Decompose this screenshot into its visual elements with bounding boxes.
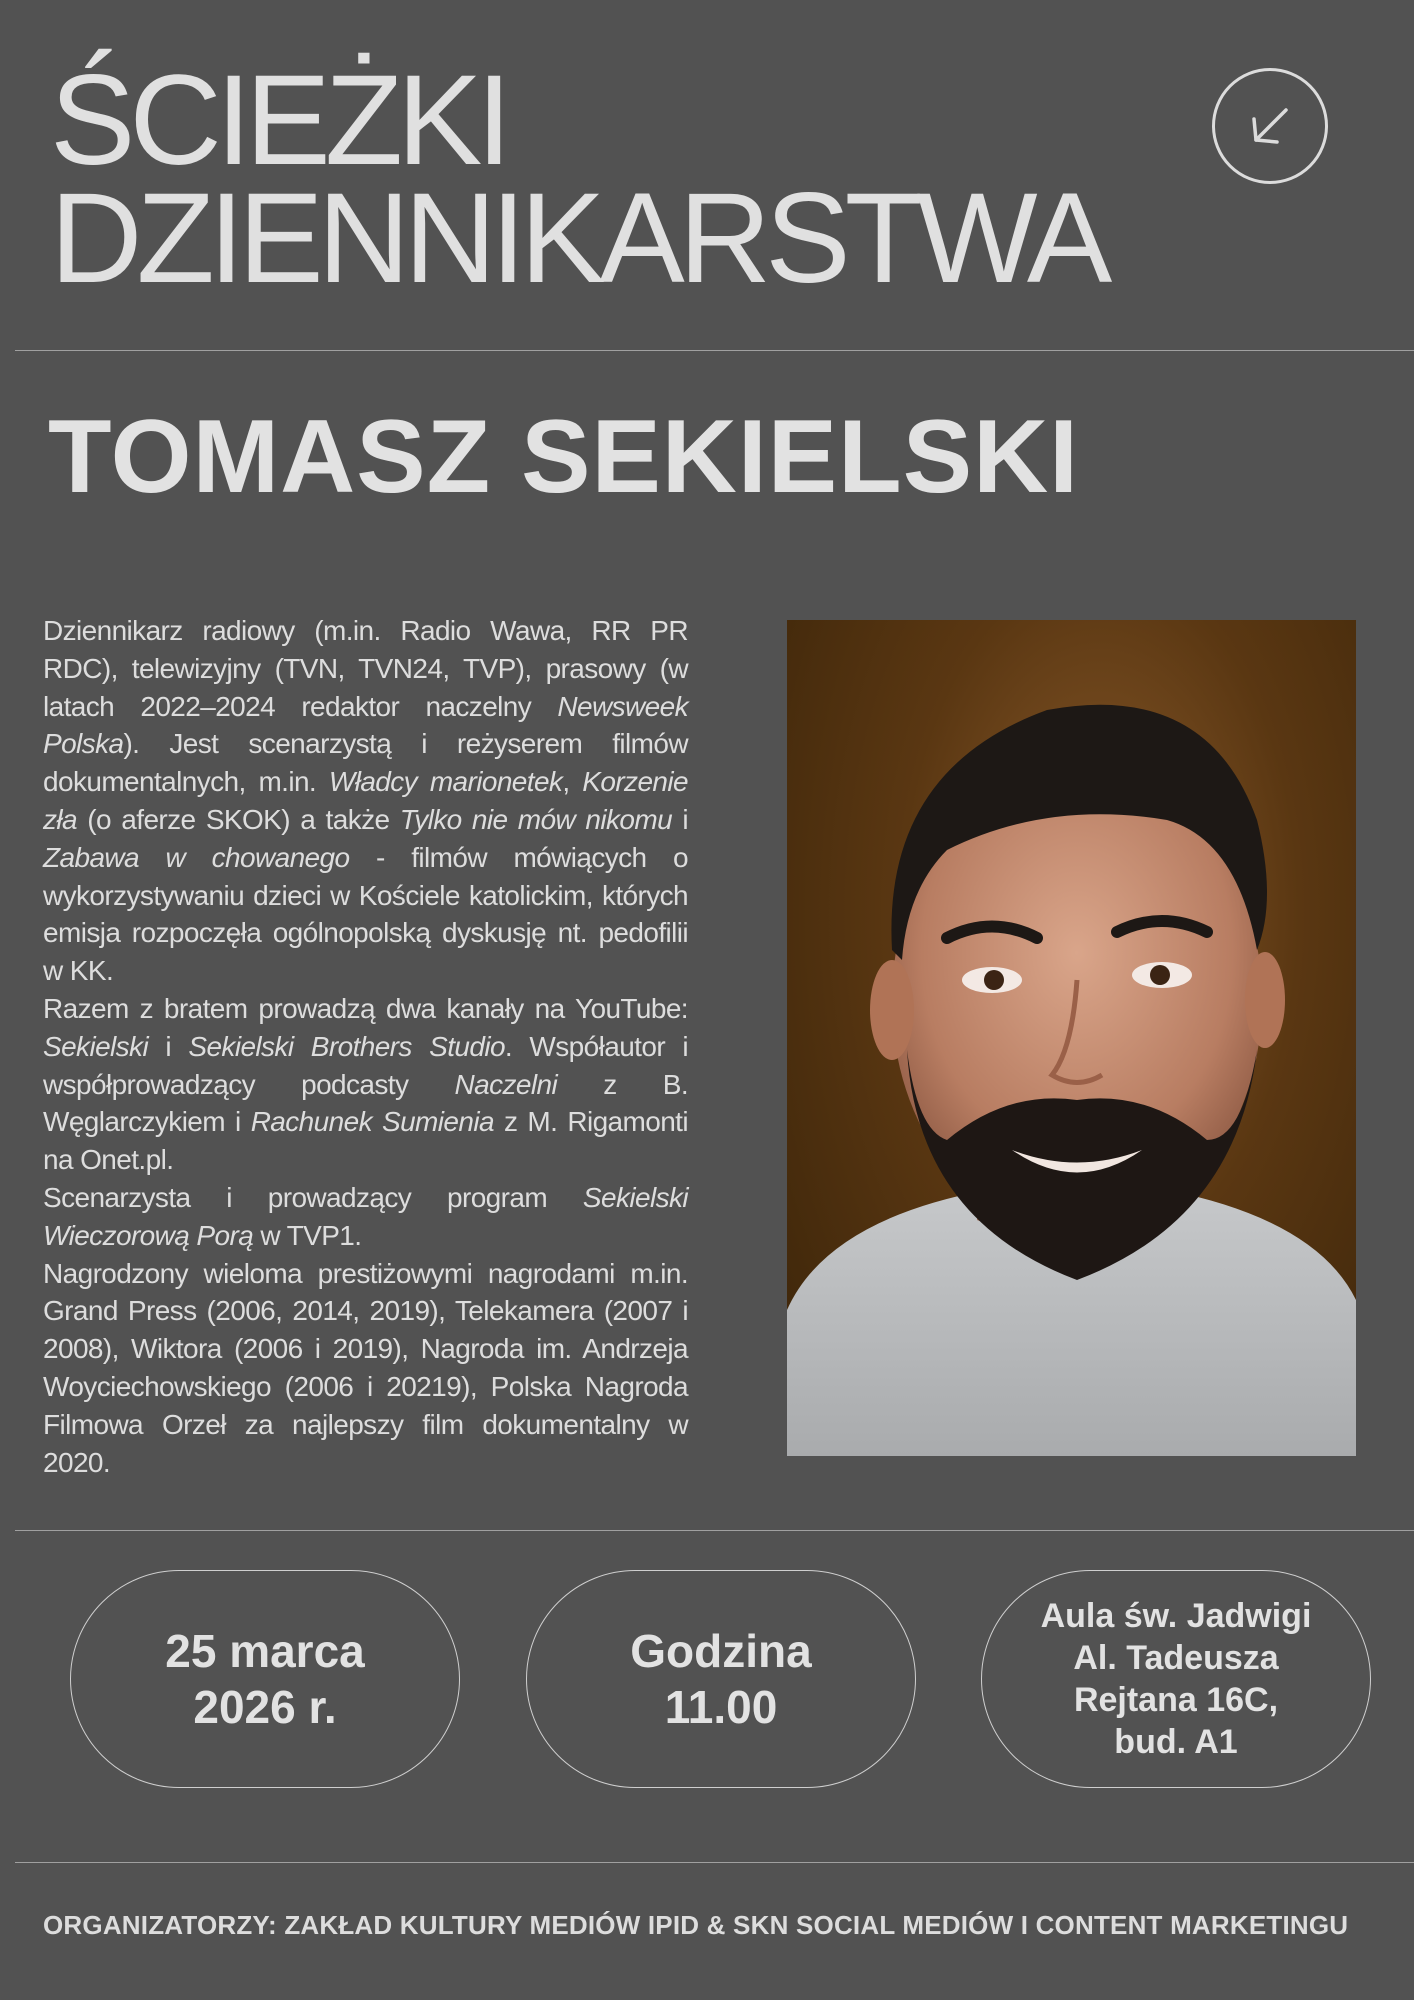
bio-paragraph	[43, 1255, 688, 1482]
bio-paragraph	[43, 612, 688, 990]
bio-title-italic: Korzenie zła	[43, 766, 688, 835]
speaker-bio	[43, 612, 688, 1481]
divider-top	[15, 350, 1414, 351]
location-line: Aula św. Jadwigi	[1040, 1597, 1312, 1635]
bio-title-italic: Sekielski Wieczorową Porą	[43, 1181, 688, 1251]
bio-text: Razem z bratem prowadzą dwa kanały na YouTube:	[43, 992, 688, 1024]
title-line-1: ŚCIEŻKI	[50, 49, 506, 192]
bio-title-italic: Zabawa w chowanego	[43, 841, 350, 873]
bio-text: z M. Rigamonti na Onet.pl.	[43, 1106, 688, 1176]
bio-paragraph	[43, 1179, 688, 1255]
time-line: 11.00	[664, 1681, 778, 1733]
bio-text: Nagrodzony wieloma prestiżowymi nagrodami m.in. Grand Press (2006, 2014, 2019), Telekamera (2007 i 2008), Wiktora (2006 i 2019), Nagroda im. Andrzeja Woyciechowskiego (2006 i 20219), Polska Nagroda Filmowa Orzeł za najlepszy film dokumentalny w 2020.	[43, 1257, 688, 1478]
date-line: 25 marca	[165, 1625, 365, 1677]
location-line: bud. A1	[1114, 1723, 1238, 1761]
bio-title-italic: Rachunek Sumienia	[250, 1106, 494, 1138]
location-line: Al. Tadeusza	[1073, 1639, 1279, 1677]
bio-title-italic: Naczelni	[454, 1068, 558, 1100]
bio-text: i	[148, 1030, 189, 1062]
bio-text: Scenarzysta i prowadzący program	[43, 1181, 583, 1213]
poster-title	[50, 49, 1107, 310]
bio-title-italic: Sekielski	[43, 1030, 149, 1062]
bio-text: (o aferze SKOK) a także	[77, 803, 400, 835]
bio-title-italic: Tylko nie mów nikomu	[399, 803, 673, 835]
bio-text: . Współautor i współprowadzący podcasty	[43, 1030, 688, 1100]
bio-text: - filmów mówiących o wykorzystywaniu dzieci w Kościele katolickim, których emisja rozpoczęła ogólnopolską dyskusję nt. pedofilii w KK.	[43, 841, 688, 987]
bio-text: z B. Węglarczykiem i	[43, 1068, 689, 1138]
bio-text: Dziennikarz radiowy (m.in. Radio Wawa, RR PR RDC), telewizyjny (TVN, TVN24, TVP), prasowy (w latach 2022–2024 redaktor naczelny	[43, 615, 688, 722]
bio-title-italic: Władcy marionetek	[328, 766, 563, 798]
bio-text: w TVP1.	[253, 1219, 362, 1251]
bio-paragraph	[43, 990, 688, 1179]
bio-title-italic: Newsweek Polska	[43, 690, 688, 760]
title-line-2: DZIENNIKARSTWA	[50, 167, 1107, 310]
time-line: Godzina	[630, 1625, 812, 1677]
event-location	[981, 1570, 1371, 1788]
date-line: 2026 r.	[193, 1681, 337, 1733]
bio-title-italic: Sekielski Brothers Studio	[188, 1030, 505, 1062]
speaker-photo	[787, 620, 1356, 1456]
bio-text: ). Jest scenarzystą i reżyserem filmów dokumentalnych, m.in.	[43, 728, 688, 798]
event-time	[526, 1570, 916, 1788]
speaker-name: TOMASZ SEKIELSKI	[48, 399, 1080, 515]
divider-middle	[15, 1530, 1414, 1531]
bio-text: ,	[562, 766, 583, 798]
arrow-down-left-icon	[1212, 68, 1328, 184]
bio-text: i	[672, 803, 688, 835]
event-date	[70, 1570, 460, 1788]
location-line: Rejtana 16C,	[1073, 1681, 1279, 1719]
organizers-line: ORGANIZATORZY: ZAKŁAD KULTURY MEDIÓW IPID & SKN SOCIAL MEDIÓW I CONTENT MARKETINGU	[43, 1910, 1349, 1940]
divider-bottom	[15, 1862, 1414, 1863]
